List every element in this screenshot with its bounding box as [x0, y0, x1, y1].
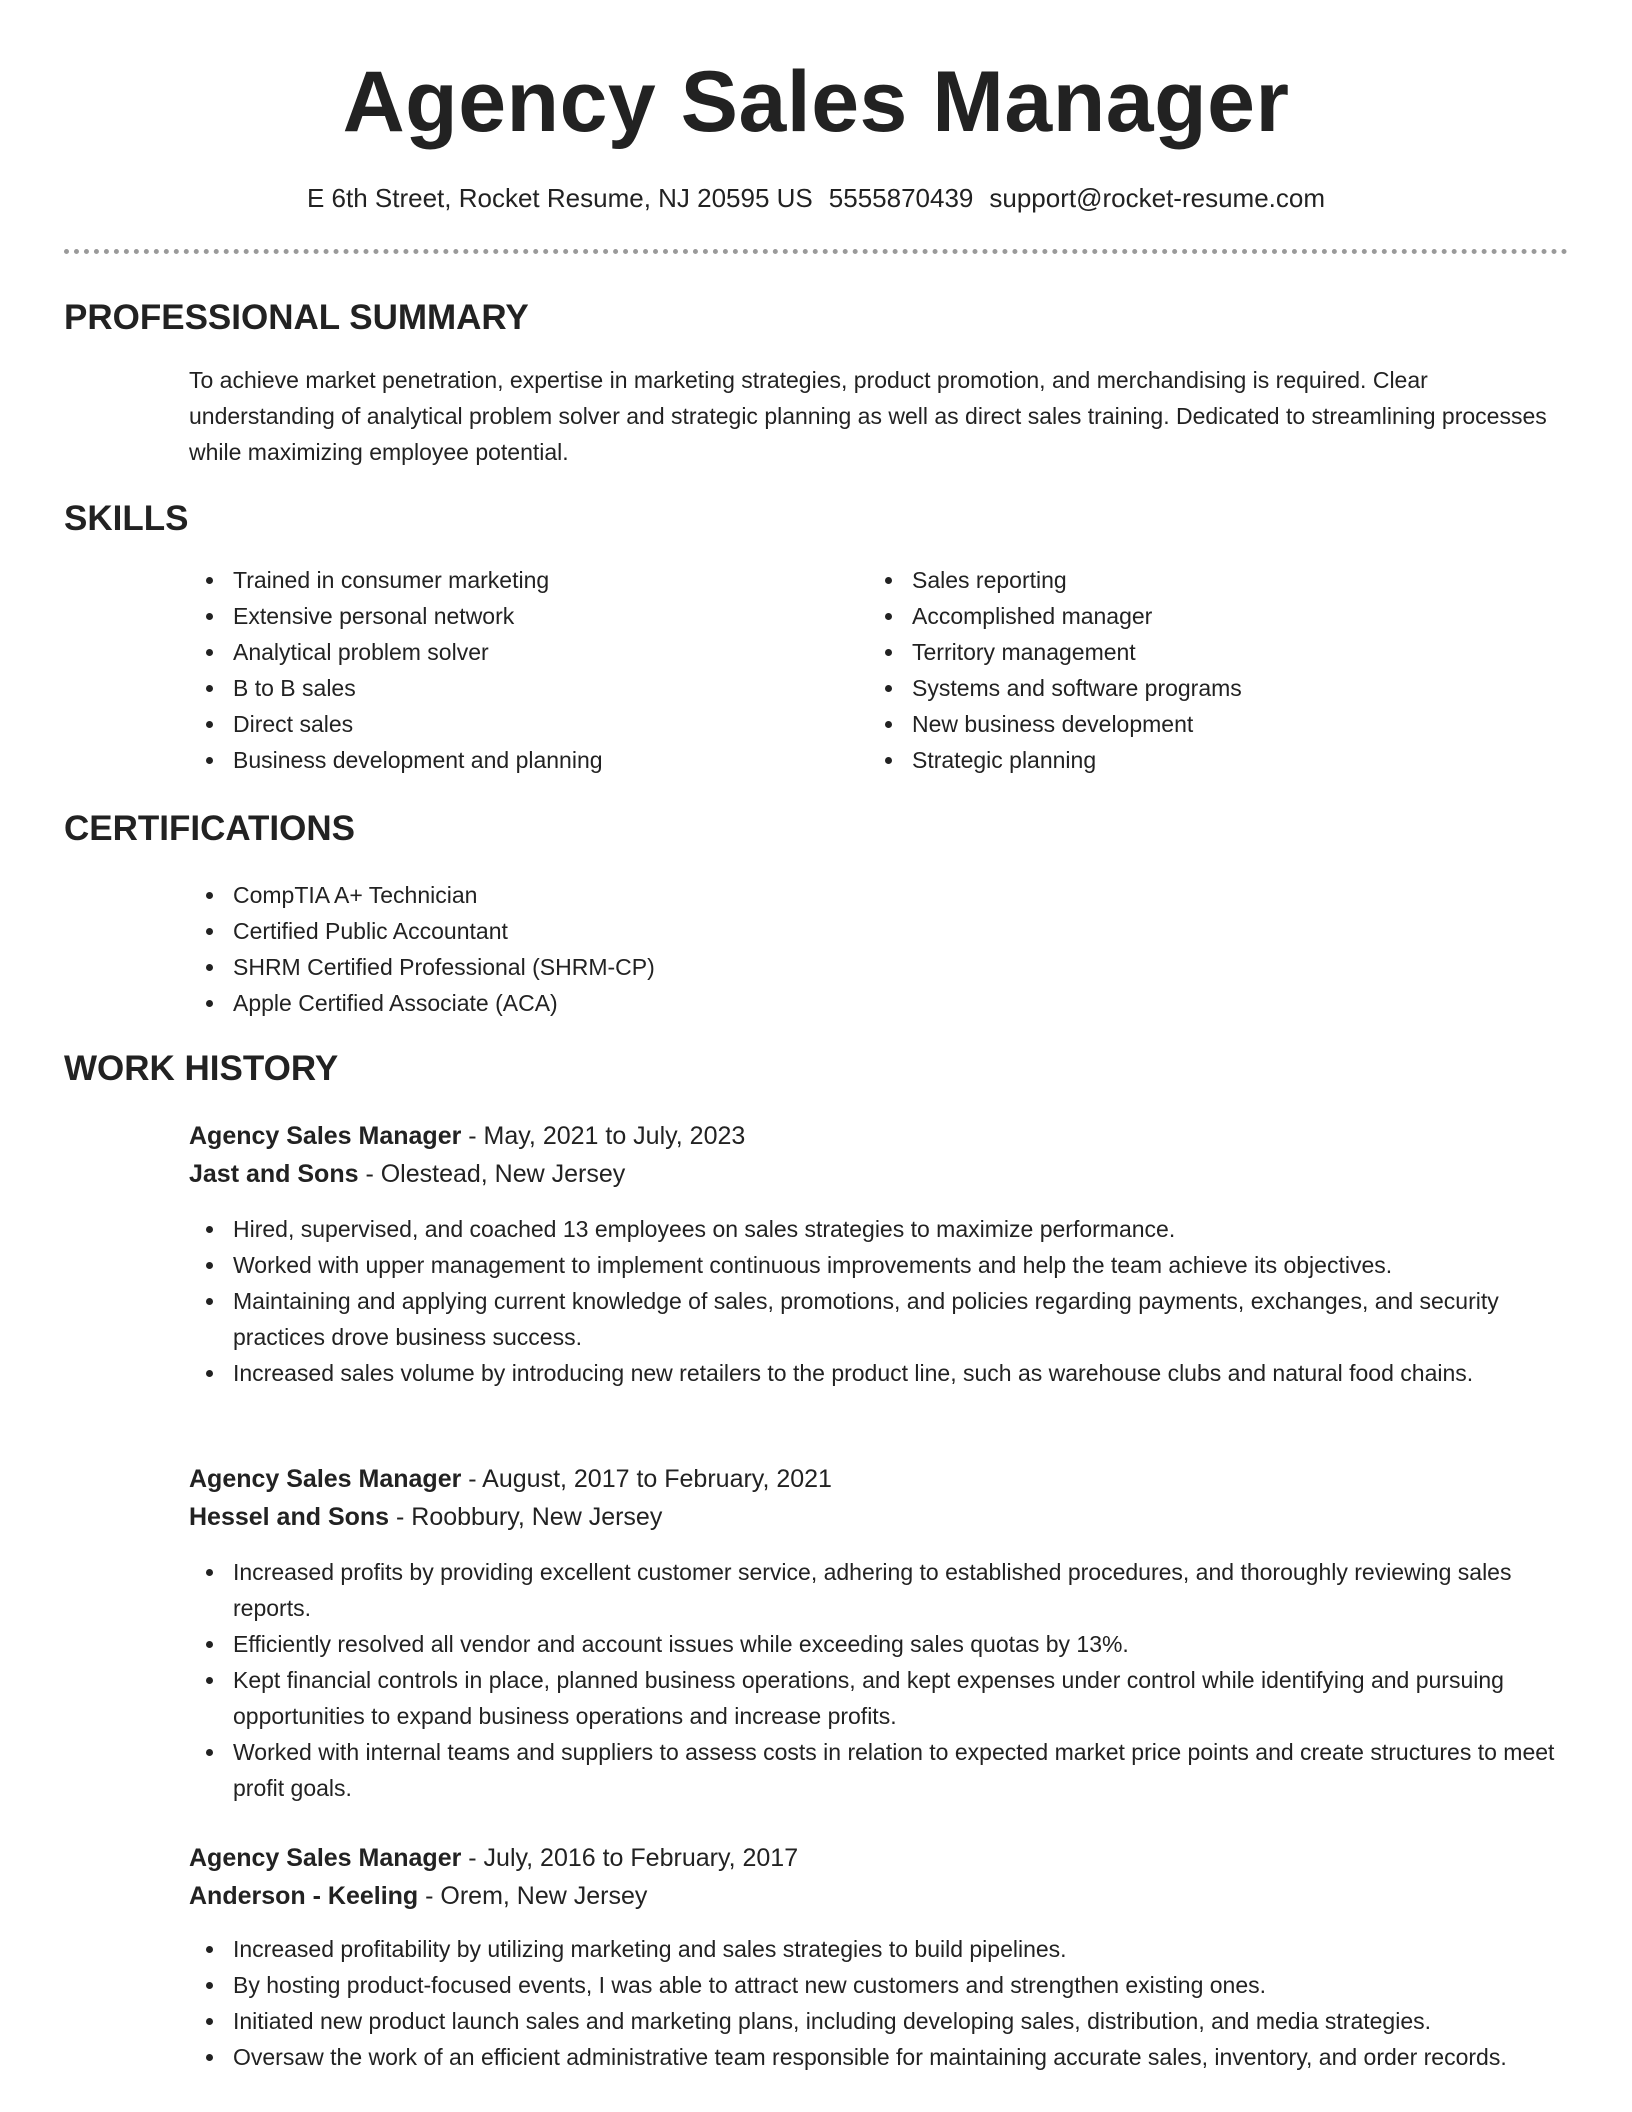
job-bullets: [189, 1931, 1569, 2075]
certification-item: Certified Public Accountant: [189, 913, 1189, 949]
contact-line: [0, 180, 1632, 216]
job-company-line: [189, 1877, 1569, 1915]
job-company: Anderson - Keeling: [189, 1882, 419, 1910]
job-company: Hessel and Sons: [189, 1503, 390, 1531]
job-bullet: Efficiently resolved all vendor and account issues while exceeding sales quotas by 13%.: [189, 1626, 1569, 1662]
certification-item: CompTIA A+ Technician: [189, 877, 1189, 913]
skill-item: Strategic planning: [868, 742, 1508, 778]
job-bullet: Worked with internal teams and suppliers to assess costs in relation to expected market price points and create structures to meet profit goals.: [189, 1734, 1569, 1806]
job-location: - Orem, New Jersey: [418, 1882, 648, 1910]
job-role: Agency Sales Manager: [189, 1122, 462, 1150]
summary-heading: PROFESSIONAL SUMMARY: [64, 298, 529, 337]
job-dates: - July, 2016 to February, 2017: [461, 1844, 799, 1872]
job-company-line: [189, 1498, 1569, 1536]
skill-item: Analytical problem solver: [189, 634, 829, 670]
job-role: Agency Sales Manager: [189, 1844, 462, 1872]
skill-item: New business development: [868, 706, 1508, 742]
skills-list-left: [189, 562, 829, 778]
skill-item: Territory management: [868, 634, 1508, 670]
job-bullet: Worked with upper management to implement continuous improvements and help the team achieve its objectives.: [189, 1247, 1569, 1283]
job-location: - Roobbury, New Jersey: [389, 1503, 663, 1531]
work-history-heading: WORK HISTORY: [64, 1049, 339, 1088]
job-bullet: Kept financial controls in place, planned business operations, and kept expenses under control while identifying and pursuing opportunities to expand business operations and increase profits.: [189, 1662, 1569, 1734]
job-bullet: By hosting product-focused events, I was able to attract new customers and strengthen existing ones.: [189, 1967, 1569, 2003]
header-divider: [64, 249, 1568, 254]
job-title-line: [189, 1117, 1569, 1155]
job-bullet: Oversaw the work of an efficient administrative team responsible for maintaining accurate sales, inventory, and order records.: [189, 2039, 1569, 2075]
job-bullet: Increased profits by providing excellent customer service, adhering to established procedures, and thoroughly reviewing sales reports.: [189, 1554, 1569, 1626]
certification-item: Apple Certified Associate (ACA): [189, 985, 1189, 1021]
job-bullets: [189, 1211, 1569, 1391]
job-title-line: [189, 1839, 1569, 1877]
job-role: Agency Sales Manager: [189, 1465, 462, 1493]
job-location: - Olestead, New Jersey: [358, 1160, 626, 1188]
certifications-list: [189, 877, 1189, 1021]
skills-list-right: [868, 562, 1508, 778]
job-bullets: [189, 1554, 1569, 1806]
skill-item: B to B sales: [189, 670, 829, 706]
job-bullet: Hired, supervised, and coached 13 employees on sales strategies to maximize performance.: [189, 1211, 1569, 1247]
contact-phone: 5555870439: [828, 183, 974, 213]
certification-item: SHRM Certified Professional (SHRM-CP): [189, 949, 1189, 985]
candidate-name: Agency Sales Manager: [342, 54, 1290, 150]
skill-item: Sales reporting: [868, 562, 1508, 598]
skills-heading: SKILLS: [64, 499, 189, 538]
summary-text: To achieve market penetration, expertise in marketing strategies, product promotion, and merchandising is required. Clear understanding of analytical problem solver and strategic planning as well as direct sales training. Dedicated to streamlining processes while maximizing employee potential.: [189, 367, 1547, 465]
job-title-line: [189, 1460, 1569, 1498]
job-dates: - May, 2021 to July, 2023: [461, 1122, 746, 1150]
skill-item: Direct sales: [189, 706, 829, 742]
contact-address: E 6th Street, Rocket Resume, NJ 20595 US: [306, 183, 813, 213]
skill-item: Accomplished manager: [868, 598, 1508, 634]
job-bullet: Increased profitability by utilizing marketing and sales strategies to build pipelines.: [189, 1931, 1569, 1967]
job-bullet: Initiated new product launch sales and marketing plans, including developing sales, distribution, and media strategies.: [189, 2003, 1569, 2039]
skill-item: Extensive personal network: [189, 598, 829, 634]
skill-item: Business development and planning: [189, 742, 829, 778]
skill-item: Trained in consumer marketing: [189, 562, 829, 598]
job-company-line: [189, 1155, 1569, 1193]
job-bullet: Increased sales volume by introducing new retailers to the product line, such as warehouse clubs and natural food chains.: [189, 1355, 1569, 1391]
contact-email: support@rocket-resume.com: [989, 183, 1326, 213]
certifications-heading: CERTIFICATIONS: [64, 809, 356, 848]
job-bullet: Maintaining and applying current knowledge of sales, promotions, and policies regarding payments, exchanges, and security practices drove business success.: [189, 1283, 1569, 1355]
skill-item: Systems and software programs: [868, 670, 1508, 706]
job-company: Jast and Sons: [189, 1160, 359, 1188]
job-dates: - August, 2017 to February, 2021: [461, 1465, 832, 1493]
